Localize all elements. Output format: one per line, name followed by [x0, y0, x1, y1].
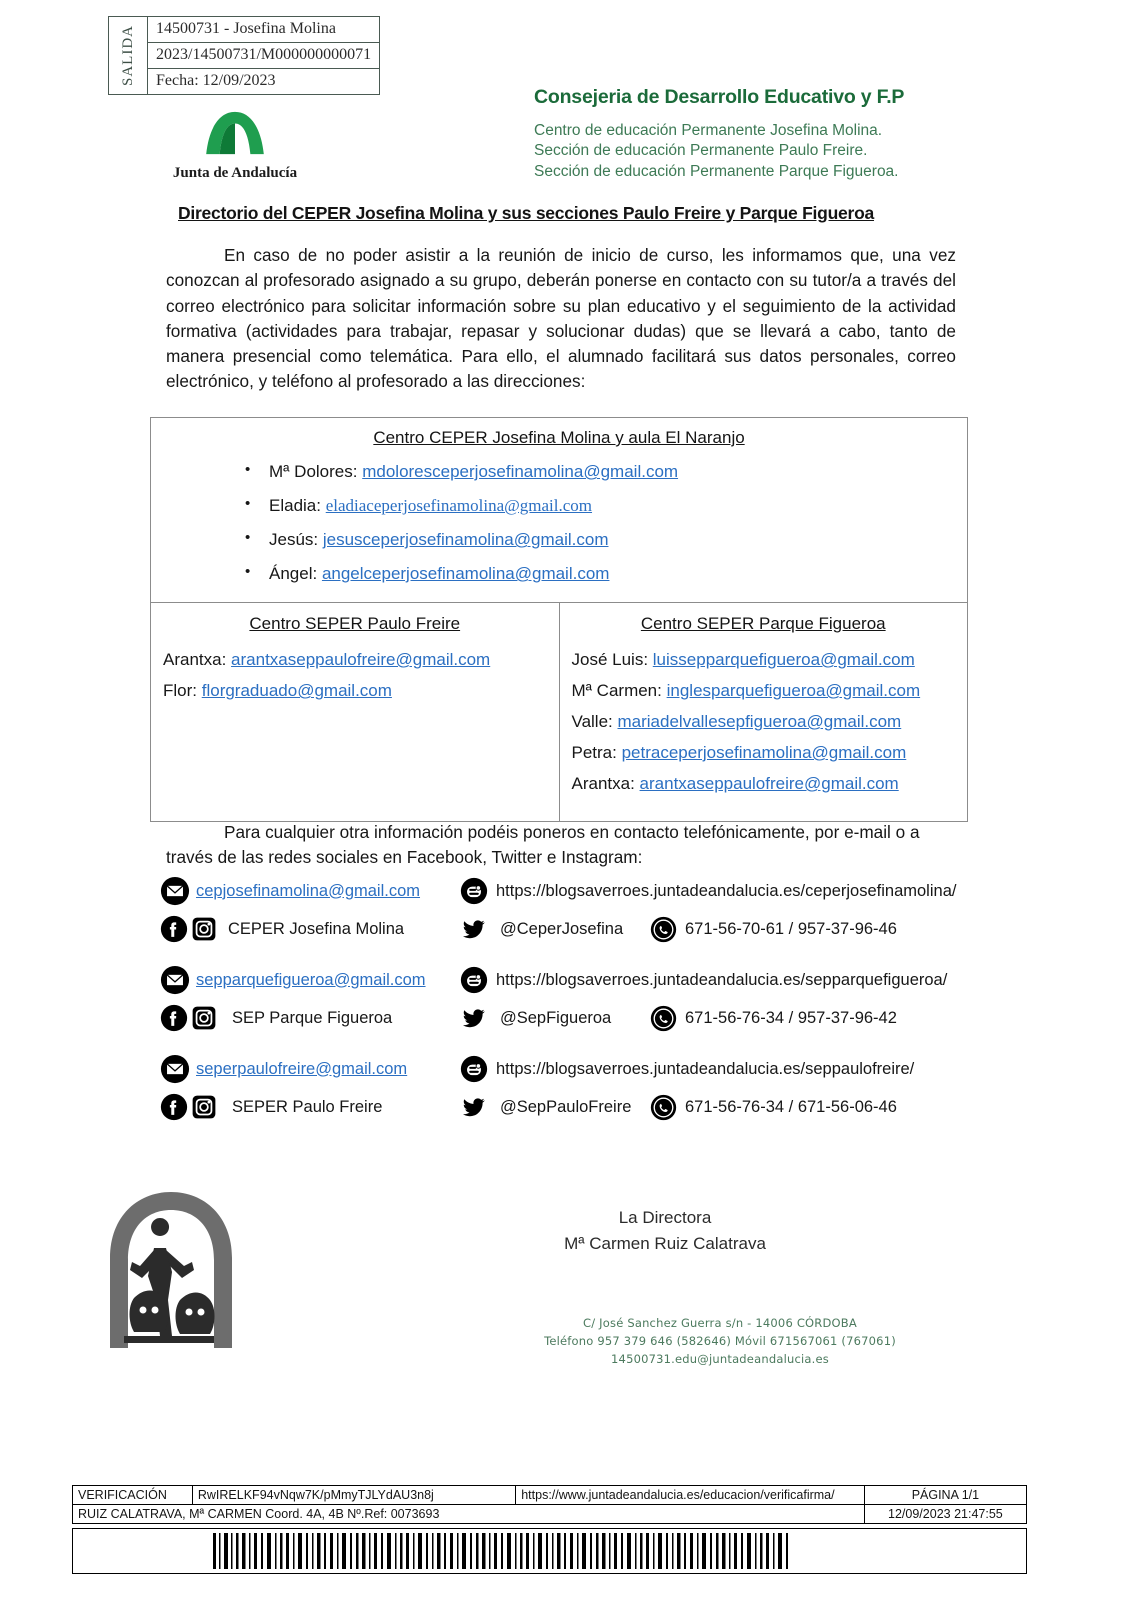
- twitter-icon[interactable]: [460, 1093, 488, 1121]
- barcode-icon: [213, 1533, 793, 1569]
- parque-figueroa-section: [560, 603, 968, 821]
- salida-rows: [148, 17, 379, 94]
- whatsapp-icon: [650, 1005, 677, 1032]
- social-group-ceper: [160, 876, 990, 943]
- contact-email-link[interactable]: arantxaseppaulofreire@gmail.com: [639, 774, 899, 793]
- contact-email-link[interactable]: mdoloresceperjosefinamolina@gmail.com: [362, 462, 679, 481]
- list-item: [163, 681, 559, 701]
- verification-page: PÁGINA 1/1: [864, 1486, 1026, 1505]
- contact-name: Mª Carmen:: [571, 681, 662, 700]
- blog-url[interactable]: https://blogsaverroes.juntadeandalucia.es/ceperjosefinamolina/: [496, 881, 957, 900]
- blog-cell: [460, 877, 956, 905]
- contact-email-link[interactable]: luissepparquefigueroa@gmail.com: [652, 650, 915, 669]
- blogger-icon: [460, 1055, 488, 1083]
- blog-cell: [460, 1055, 914, 1083]
- twitter-handle: @CeperJosefina: [500, 919, 624, 938]
- verification-url[interactable]: https://www.juntadeandalucia.es/educacion/verificafirma/: [516, 1486, 865, 1505]
- social-line-email-blog: [160, 876, 990, 906]
- twitter-cell: [460, 1004, 650, 1032]
- envelope-icon: [160, 876, 190, 906]
- list-item: [269, 496, 967, 516]
- contact-name: Arantxa:: [163, 650, 227, 669]
- social-intro-paragraph: [166, 820, 956, 871]
- contact-email-link[interactable]: florgraduado@gmail.com: [201, 681, 392, 700]
- salida-side-label: [109, 17, 148, 94]
- table-row: [73, 1505, 1027, 1524]
- contact-name: Arantxa:: [571, 774, 635, 793]
- list-item: [572, 681, 968, 701]
- salida-row-reference: 2023/14500731/M000000000071: [148, 43, 379, 69]
- table-row: [73, 1486, 1027, 1505]
- contact-email-link[interactable]: petraceperjosefinamolina@gmail.com: [621, 743, 907, 762]
- contact-email-link[interactable]: jesusceperjosefinamolina@gmail.com: [322, 530, 609, 549]
- barcode-container: [72, 1528, 1027, 1574]
- consejeria-line-3: Sección de educación Permanente Parque Figueroa.: [534, 162, 899, 180]
- consejeria-subtitle-block: [534, 121, 904, 182]
- list-item: [572, 743, 968, 763]
- blog-cell: [460, 966, 947, 994]
- blogger-icon: [460, 966, 488, 994]
- signature-role: La Directora: [618, 1208, 712, 1227]
- facebook-icon[interactable]: [160, 1004, 188, 1032]
- consejeria-line-1: Centro de educación Permanente Josefina Molina.: [534, 122, 883, 139]
- footer-address-email: 14500731.edu@juntadeandalucia.es: [611, 1351, 829, 1366]
- social-line-email-blog: [160, 1054, 990, 1084]
- email-cell: [160, 876, 460, 906]
- verification-footer: [72, 1485, 1027, 1524]
- instagram-icon[interactable]: [190, 1093, 218, 1121]
- list-item: [269, 530, 967, 550]
- list-item: [572, 712, 968, 732]
- page-title: Directorio del CEPER Josefina Molina y sus secciones Paulo Freire y Parque Figueroa: [178, 203, 875, 223]
- verification-table: [72, 1485, 1027, 1524]
- consejeria-line-2: Sección de educación Permanente Paulo Freire.: [534, 142, 868, 160]
- ceper-contact-list: [151, 462, 967, 584]
- facebook-icon[interactable]: [160, 915, 188, 943]
- whatsapp-numbers: 671-56-76-34 / 671-56-06-46: [685, 1097, 897, 1116]
- parque-figueroa-contact-list: [560, 650, 968, 794]
- whatsapp-icon: [650, 916, 677, 943]
- signature-name: Mª Carmen Ruiz Calatrava: [564, 1233, 766, 1253]
- twitter-cell: [460, 915, 650, 943]
- instagram-icon[interactable]: [190, 915, 218, 943]
- intro-text: En caso de no poder asistir a la reunión de inicio de curso, les informamos que, una vez conozcan al profesorado asignado a su grupo, deberán ponerse en contacto con su tutor/a a través del correo electrónico para solicitar información sobre su plan educativo y el seguimiento de la actividad formativa (actividades para trabajar, repasar y solucionar dudas) que se llevará a cabo, tanto de manera presencial como telemática. Para ello, el alumnado facilitará sus datos personales, correo electrónico, y teléfono al profesorado a las direcciones:: [166, 245, 956, 392]
- contact-directory-table: [150, 417, 968, 822]
- footer-address-phone: Teléfono 957 379 646 (582646) Móvil 671567061 (767061): [544, 1333, 896, 1348]
- consejeria-header: [534, 86, 904, 182]
- paulo-freire-contact-list: [151, 650, 559, 701]
- contact-name: José Luis:: [571, 650, 649, 669]
- salida-stamp: [108, 16, 380, 95]
- verification-datetime: 12/09/2023 21:47:55: [864, 1505, 1026, 1524]
- contact-name: Jesús:: [269, 530, 319, 549]
- verification-hash: RwIRELKF94vNqw7K/pMmyTJLYdAU3n8j: [192, 1486, 515, 1505]
- contact-email-link[interactable]: angelceperjosefinamolina@gmail.com: [321, 564, 610, 583]
- instagram-icon[interactable]: [190, 1004, 218, 1032]
- social-email-link[interactable]: sepparquefigueroa@gmail.com: [196, 970, 426, 989]
- contact-name: Flor:: [163, 681, 197, 700]
- salida-row-registry: 14500731 - Josefina Molina: [148, 17, 379, 43]
- social-intro-text: Para cualquier otra información podéis poneros en contacto telefónicamente, por e-mail o a través de las redes sociales en Facebook, Twitter e Instagram:: [166, 822, 920, 868]
- contact-name: Mª Dolores:: [269, 462, 358, 481]
- list-item: [572, 774, 968, 794]
- verification-signer: RUIZ CALATRAVA, Mª CARMEN Coord. 4A, 4B Nº.Ref: 0073693: [73, 1505, 865, 1524]
- social-line-email-blog: [160, 965, 990, 995]
- contact-name: Petra:: [571, 743, 617, 762]
- salida-row-date: Fecha: 12/09/2023: [156, 72, 276, 89]
- footer-address-block: [480, 1315, 960, 1368]
- blog-url[interactable]: https://blogsaverroes.juntadeandalucia.es/sepparquefigueroa/: [496, 970, 948, 989]
- ceper-section: [151, 418, 967, 602]
- list-item: [572, 650, 968, 670]
- social-line-networks: [160, 915, 990, 943]
- whatsapp-numbers: 671-56-70-61 / 957-37-96-46: [685, 919, 897, 938]
- paulo-freire-section: [151, 603, 560, 821]
- whatsapp-cell: [650, 1005, 897, 1032]
- contact-name: Valle:: [571, 712, 613, 731]
- junta-de-andalucia-logo: [155, 110, 315, 182]
- facebook-instagram-cell: [160, 915, 460, 943]
- whatsapp-cell: [650, 1094, 897, 1121]
- blog-url[interactable]: https://blogsaverroes.juntadeandalucia.es/seppaulofreire/: [496, 1059, 915, 1078]
- social-email-link[interactable]: seperpaulofreire@gmail.com: [196, 1059, 408, 1078]
- whatsapp-numbers: 671-56-76-34 / 957-37-96-42: [685, 1008, 897, 1027]
- envelope-icon: [160, 1054, 190, 1084]
- paulo-freire-heading: Centro SEPER Paulo Freire: [249, 614, 461, 633]
- social-email-link[interactable]: cepjosefinamolina@gmail.com: [196, 881, 421, 900]
- signature-block: [455, 1205, 875, 1256]
- ceper-heading: Centro CEPER Josefina Molina y aula El Naranjo: [373, 428, 745, 447]
- contact-name: Eladia:: [269, 496, 321, 515]
- list-item: [269, 462, 967, 482]
- email-cell: [160, 965, 460, 995]
- verification-label: VERIFICACIÓN: [73, 1486, 193, 1505]
- twitter-icon[interactable]: [460, 915, 488, 943]
- salida-label-text: SALIDA: [119, 25, 136, 86]
- whatsapp-icon: [650, 1094, 677, 1121]
- envelope-icon: [160, 965, 190, 995]
- parque-figueroa-heading: Centro SEPER Parque Figueroa: [640, 614, 886, 633]
- facebook-instagram-cell: [160, 1093, 460, 1121]
- facebook-instagram-cell: [160, 1004, 460, 1032]
- twitter-icon[interactable]: [460, 1004, 488, 1032]
- contact-email-link[interactable]: mariadelvallesepfigueroa@gmail.com: [617, 712, 902, 731]
- social-group-paulo-freire: [160, 1054, 990, 1121]
- social-contact-blocks: [160, 876, 990, 1143]
- hercules-emblem-icon: [96, 1180, 246, 1350]
- contact-name: Ángel:: [269, 564, 318, 583]
- junta-arch-icon: [175, 110, 295, 158]
- twitter-handle: @SepPauloFreire: [500, 1097, 632, 1116]
- facebook-instagram-handle: SEPER Paulo Freire: [232, 1097, 383, 1116]
- facebook-instagram-handle: CEPER Josefina Molina: [228, 919, 405, 938]
- seper-sections: [151, 602, 967, 821]
- junta-logo-text: Junta de Andalucía: [172, 165, 298, 181]
- contact-email-link[interactable]: arantxaseppaulofreire@gmail.com: [231, 650, 491, 669]
- social-line-networks: [160, 1004, 990, 1032]
- twitter-cell: [460, 1093, 650, 1121]
- blogger-icon: [460, 877, 488, 905]
- footer-address-street: C/ José Sanchez Guerra s/n - 14006 CÓRDOBA: [583, 1316, 857, 1330]
- contact-email-link[interactable]: inglesparquefigueroa@gmail.com: [666, 681, 921, 700]
- email-cell: [160, 1054, 460, 1084]
- whatsapp-cell: [650, 916, 897, 943]
- twitter-handle: @SepFigueroa: [500, 1008, 612, 1027]
- social-line-networks: [160, 1093, 990, 1121]
- list-item: [269, 564, 967, 584]
- consejeria-title: Consejeria de Desarrollo Educativo y F.P: [534, 86, 905, 108]
- list-item: [163, 650, 559, 670]
- facebook-instagram-handle: SEP Parque Figueroa: [232, 1008, 393, 1027]
- social-group-parque-figueroa: [160, 965, 990, 1032]
- contact-email-link[interactable]: eladiaceperjosefinamolina@gmail.com: [325, 496, 593, 515]
- facebook-icon[interactable]: [160, 1093, 188, 1121]
- intro-paragraph: [166, 243, 956, 395]
